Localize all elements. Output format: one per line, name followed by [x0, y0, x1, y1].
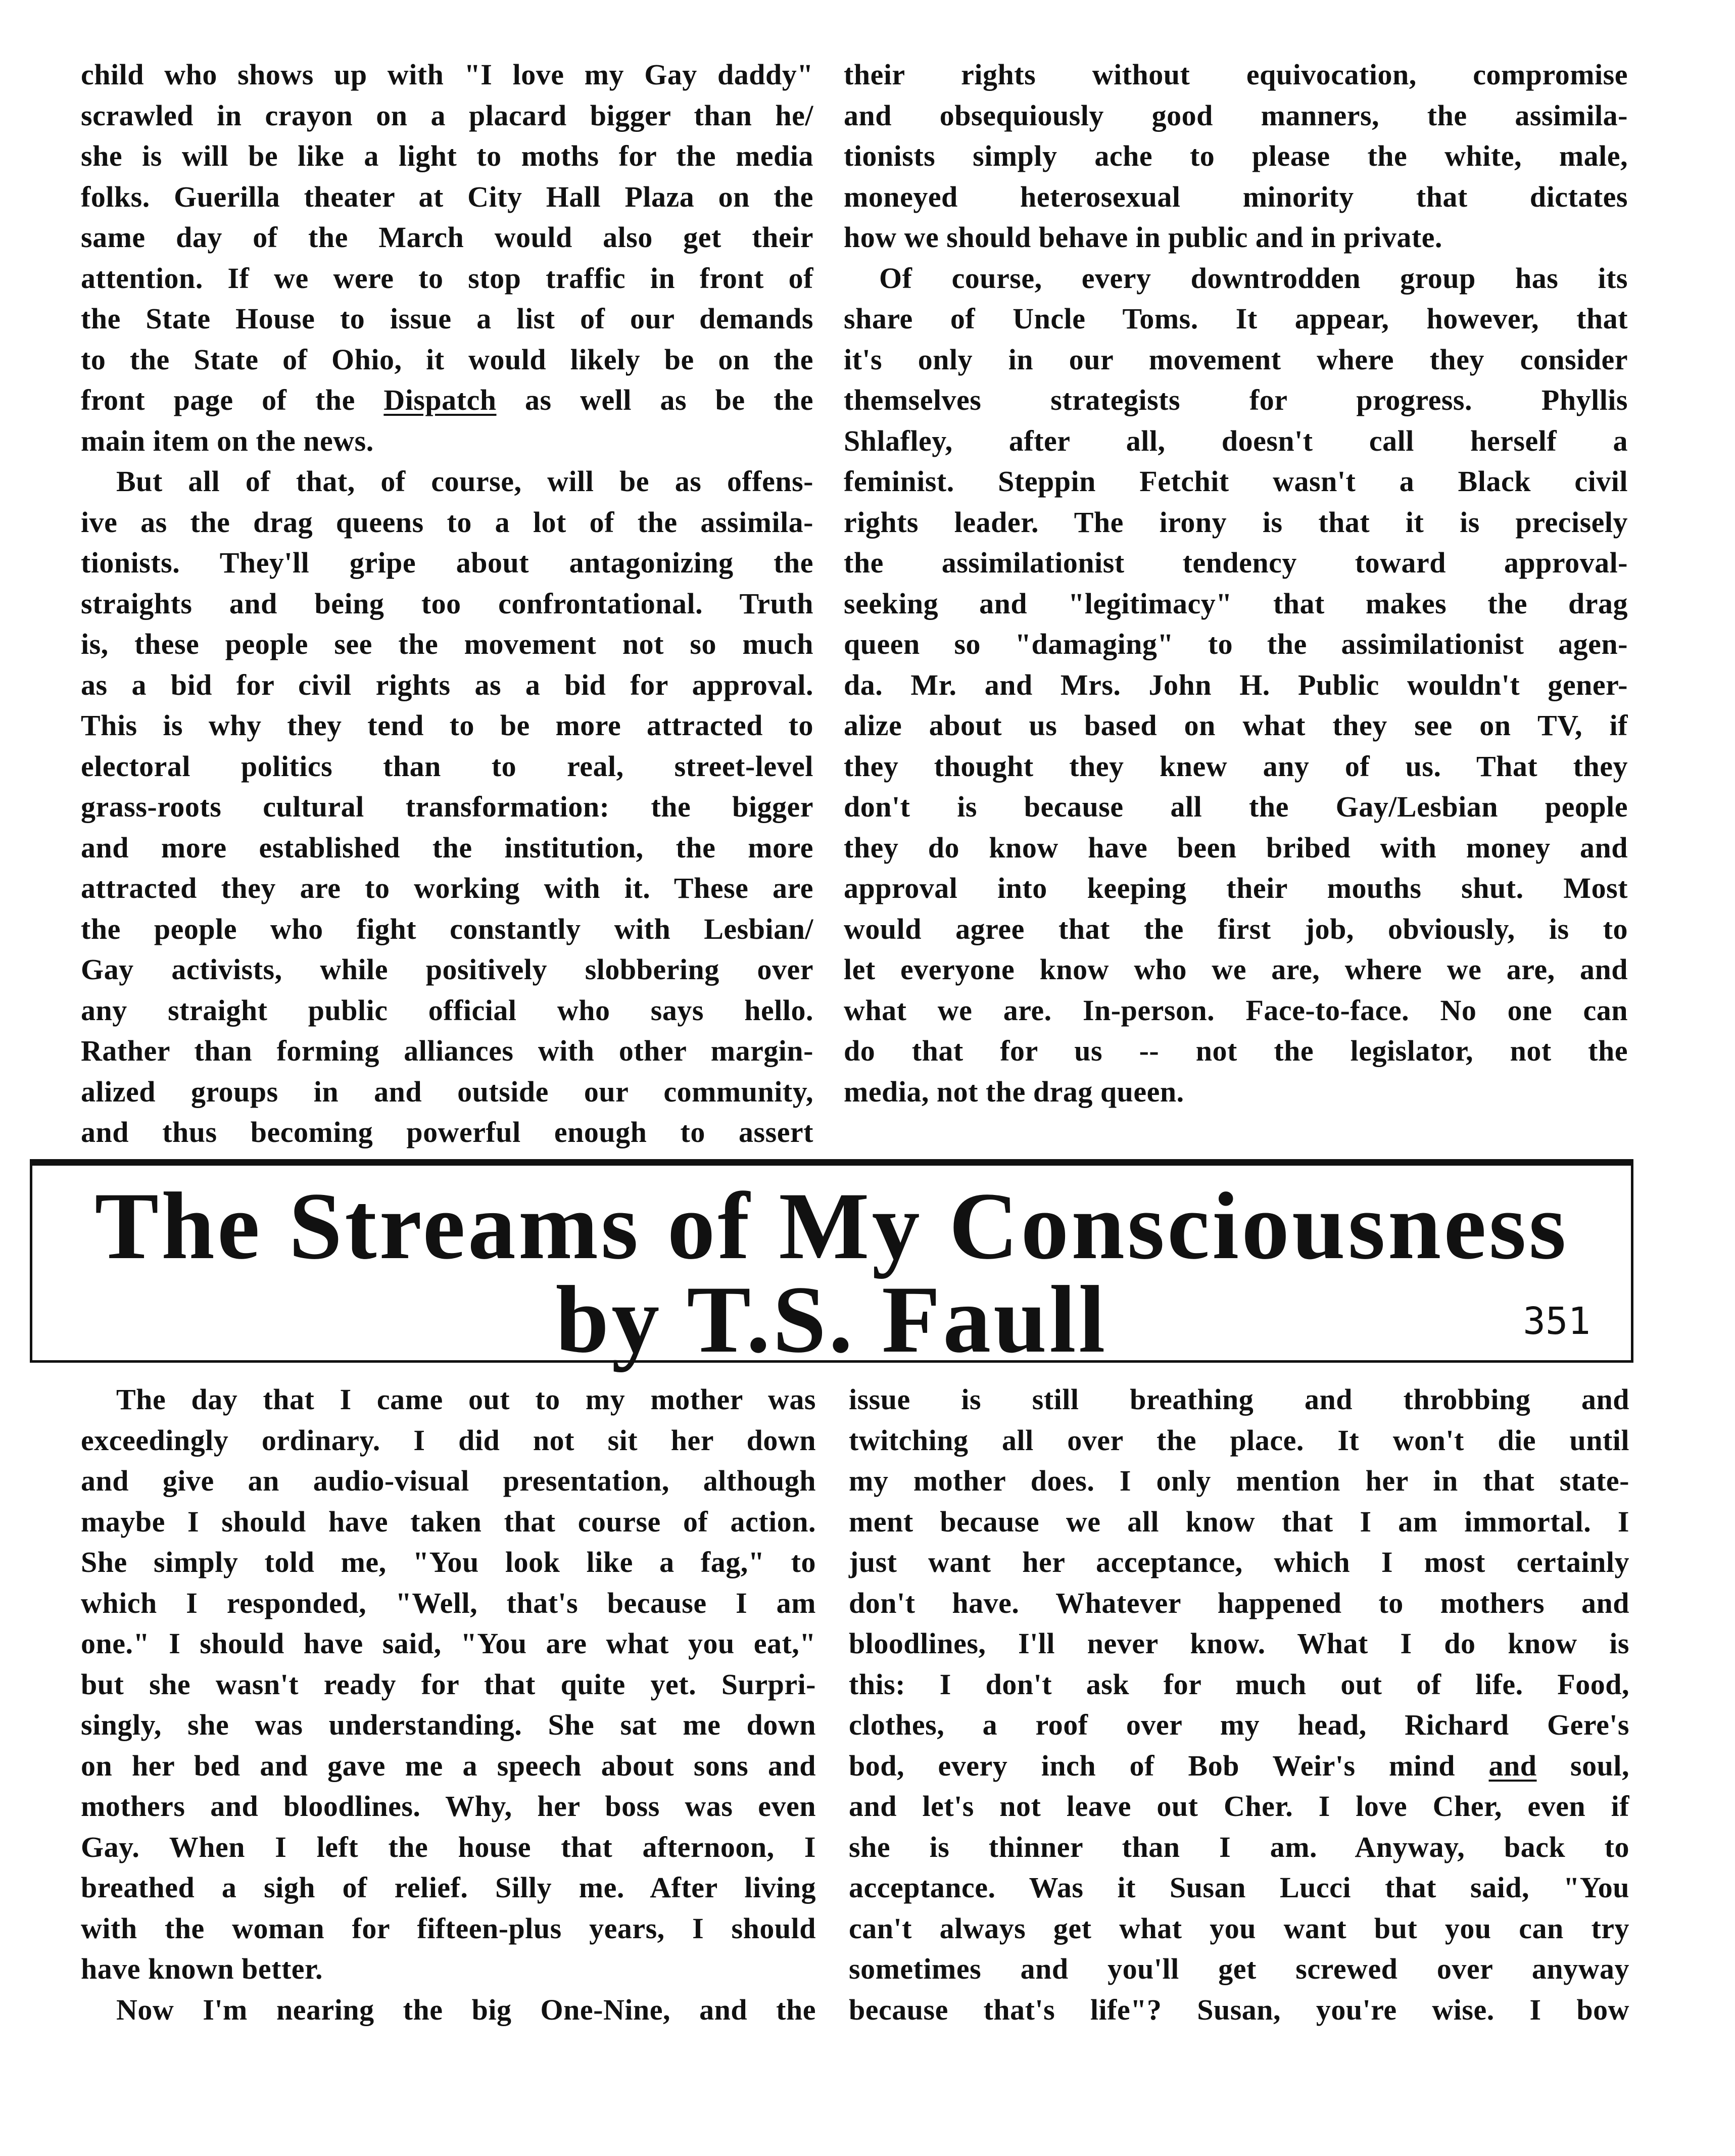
article-column-top-left	[81, 55, 813, 1153]
text-line: main item on the news.	[81, 424, 374, 457]
text-line: She simply told me, "You look like a fag," to	[81, 1546, 816, 1578]
text-segment: as well as be the	[496, 384, 813, 416]
text-line: clothes, a roof over my head, Richard Gere's	[849, 1708, 1629, 1741]
text-line: the people who fight constantly with Lesbian/	[81, 912, 813, 945]
text-segment: front page of the	[81, 384, 384, 416]
text-line: it's only in our movement where they consider	[844, 343, 1628, 376]
text-line: alize about us based on what they see on TV, if	[844, 709, 1628, 742]
text-line: is, these people see the movement not so much	[81, 628, 813, 660]
text-line: the State House to issue a list of our demands	[81, 302, 813, 335]
text-line: any straight public official who says hello.	[81, 993, 813, 1027]
text-line: don't is because all the Gay/Lesbian people	[844, 790, 1628, 823]
text-line: twitching all over the place. It won't die until	[849, 1423, 1629, 1457]
text-line: Of course, every downtrodden group has its	[879, 261, 1628, 295]
text-line: approval into keeping their mouths shut. Most	[844, 872, 1628, 904]
text-line: she is thinner than I am. Anyway, back to	[849, 1830, 1629, 1863]
text-line: same day of the March would also get their	[81, 221, 813, 254]
text-line: media, not the drag queen.	[844, 1075, 1184, 1108]
text-line: and thus becoming powerful enough to assert	[81, 1116, 813, 1148]
text-line: which I responded, "Well, that's because I am	[81, 1586, 816, 1619]
text-segment: soul,	[1536, 1749, 1629, 1782]
text-line: maybe I should have taken that course of action.	[81, 1505, 816, 1538]
text-line: seeking and "legitimacy" that makes the drag	[844, 587, 1628, 620]
article-column-bottom-right	[849, 1379, 1629, 2030]
text-line: just want her acceptance, which I most certainly	[849, 1546, 1629, 1578]
text-line: This is why they tend to be more attracted to	[81, 709, 813, 742]
text-line: mothers and bloodlines. Why, her boss was even	[81, 1790, 816, 1823]
text-line: Shlafley, after all, doesn't call herself a	[844, 424, 1628, 457]
text-line	[849, 1746, 1629, 1787]
text-line: my mother does. I only mention her in that state-	[849, 1464, 1629, 1497]
text-line: attracted they are to working with it. These are	[81, 872, 813, 904]
underlined-text: and	[1488, 1749, 1537, 1782]
text-line: share of Uncle Toms. It appear, however, that	[844, 302, 1628, 335]
text-line: grass-roots cultural transformation: the bigger	[81, 790, 813, 823]
column-byline: by T.S. Faull	[555, 1267, 1108, 1373]
text-line: Now I'm nearing the big One-Nine, and the	[116, 1993, 816, 2026]
text-line: and obsequiously good manners, the assimila-	[844, 99, 1628, 132]
text-line: moneyed heterosexual minority that dictates	[844, 180, 1628, 213]
column-header-box	[30, 1159, 1633, 1373]
text-line: But all of that, of course, will be as offens-	[116, 465, 813, 498]
text-line: folks. Guerilla theater at City Hall Plaza on the	[81, 180, 813, 213]
text-line: how we should behave in public and in private.	[844, 221, 1442, 254]
text-line: electoral politics than to real, street-level	[81, 749, 813, 783]
text-line: Rather than forming alliances with other margin-	[81, 1034, 813, 1067]
text-line: attention. If we were to stop traffic in front of	[81, 261, 813, 295]
text-line: ment because we all know that I am immortal. I	[849, 1505, 1629, 1538]
text-line: The day that I came out to my mother was	[116, 1383, 816, 1416]
text-line: on her bed and gave me a speech about sons and	[81, 1749, 816, 1782]
text-line: breathed a sigh of relief. Silly me. After living	[81, 1871, 816, 1904]
text-line	[81, 380, 813, 421]
text-line: straights and being too confrontational. Truth	[81, 587, 813, 620]
text-line: rights leader. The irony is that it is precisely	[844, 505, 1628, 539]
column-title: The Streams of My Consciousness	[94, 1173, 1569, 1279]
text-line: scrawled in crayon on a placard bigger than he/	[81, 99, 813, 132]
text-line: queen so "damaging" to the assimilationist agen-	[844, 628, 1628, 660]
text-line: tionists. They'll gripe about antagonizing the	[81, 546, 813, 579]
text-line: sometimes and you'll get screwed over anyway	[849, 1952, 1629, 1985]
text-line: acceptance. Was it Susan Lucci that said, "You	[849, 1871, 1629, 1904]
text-line: and give an audio-visual presentation, although	[81, 1464, 816, 1497]
text-line: she is will be like a light to moths for the media	[81, 139, 813, 172]
text-line: don't have. Whatever happened to mothers and	[849, 1586, 1629, 1619]
text-line: to the State of Ohio, it would likely be on the	[81, 343, 813, 376]
text-line: singly, she was understanding. She sat me down	[81, 1708, 816, 1741]
text-line: with the woman for fifteen-plus years, I should	[81, 1911, 816, 1945]
text-line: do that for us -- not the legislator, not the	[844, 1034, 1628, 1067]
text-line: Gay activists, while positively slobbering over	[81, 953, 813, 986]
text-line: as a bid for civil rights as a bid for approval.	[81, 668, 813, 701]
text-line: feminist. Steppin Fetchit wasn't a Black civil	[844, 465, 1628, 498]
text-line: ive as the drag queens to a lot of the assimila-	[81, 505, 813, 539]
text-line: they do know have been bribed with money and	[844, 831, 1628, 864]
text-line: let everyone know who we are, where we are, and	[844, 953, 1628, 986]
text-line: can't always get what you want but you can try	[849, 1911, 1629, 1945]
text-line: Gay. When I left the house that afternoon, I	[81, 1830, 816, 1863]
text-line: da. Mr. and Mrs. John H. Public wouldn't gener-	[844, 668, 1628, 701]
text-line: themselves strategists for progress. Phyllis	[844, 384, 1628, 416]
text-line: bloodlines, I'll never know. What I do know is	[849, 1627, 1629, 1660]
article-column-top-right	[844, 55, 1628, 1112]
page-number: 351	[1523, 1300, 1591, 1343]
text-line: they thought they knew any of us. That they	[844, 749, 1628, 783]
text-line: would agree that the first job, obviously, is to	[844, 912, 1628, 945]
article-column-bottom-left	[81, 1379, 816, 2030]
text-line: what we are. In-person. Face-to-face. No one can	[844, 993, 1628, 1027]
text-line: exceedingly ordinary. I did not sit her down	[81, 1423, 816, 1457]
text-line: child who shows up with "I love my Gay daddy"	[81, 58, 813, 91]
text-line: have known better.	[81, 1952, 323, 1985]
text-line: tionists simply ache to please the white, male,	[844, 139, 1628, 172]
underlined-text: Dispatch	[383, 384, 497, 416]
text-line: alized groups in and outside our community,	[81, 1075, 813, 1108]
text-line: but she wasn't ready for that quite yet. Surpri-	[81, 1667, 816, 1701]
text-line: because that's life"? Susan, you're wise. I bow	[849, 1993, 1629, 2026]
text-segment: bod, every inch of Bob Weir's mind	[849, 1749, 1489, 1782]
text-line: this: I don't ask for much out of life. Food,	[849, 1667, 1629, 1701]
text-line: issue is still breathing and throbbing and	[849, 1383, 1629, 1416]
text-line: one." I should have said, "You are what you eat,"	[81, 1627, 816, 1660]
text-line: and let's not leave out Cher. I love Cher, even if	[849, 1790, 1629, 1823]
text-line: the assimilationist tendency toward approval-	[844, 546, 1628, 579]
text-line: their rights without equivocation, compromise	[844, 58, 1628, 91]
text-line: and more established the institution, the more	[81, 831, 813, 864]
